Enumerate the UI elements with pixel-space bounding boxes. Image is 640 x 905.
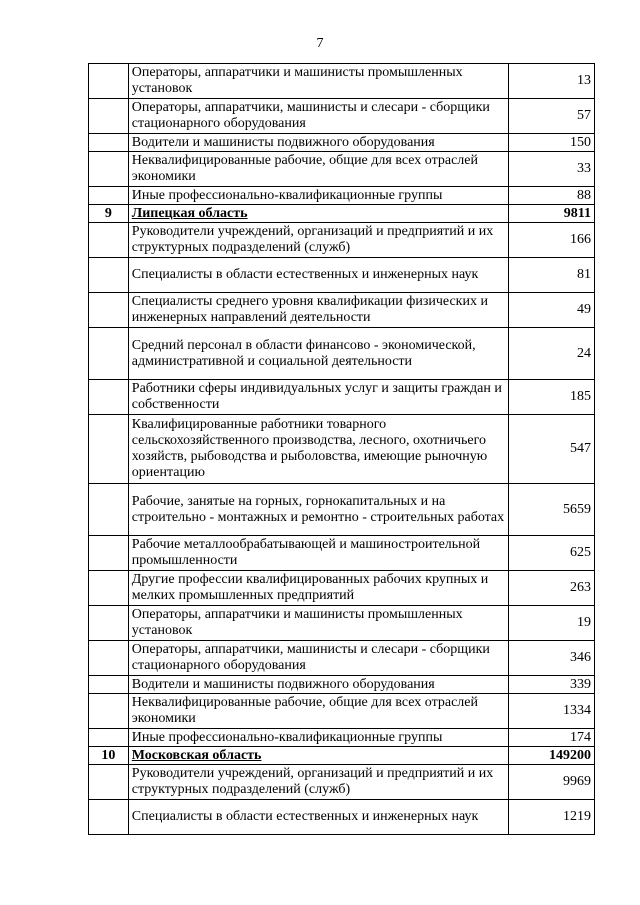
row-number-cell <box>89 64 129 99</box>
profession-name-cell: Операторы, аппаратчики и машинисты промышленных установок <box>128 606 509 641</box>
value-cell: 625 <box>509 536 595 571</box>
table-row <box>89 536 595 571</box>
profession-name-cell: Водители и машинисты подвижного оборудования <box>128 676 509 694</box>
row-number-cell <box>89 536 129 571</box>
profession-name-cell: Специалисты среднего уровня квалификации физических и инженерных направлений деятельности <box>128 293 509 328</box>
row-number-cell <box>89 415 129 484</box>
row-number-cell: 10 <box>89 747 129 765</box>
profession-name-cell: Рабочие металлообрабатывающей и машиностроительной промышленности <box>128 536 509 571</box>
profession-name-cell: Руководители учреждений, организаций и предприятий и их структурных подразделений (служб) <box>128 223 509 258</box>
profession-name-cell: Иные профессионально-квалификационные группы <box>128 729 509 747</box>
region-name-cell: Московская область <box>128 747 509 765</box>
profession-name-cell: Неквалифицированные рабочие, общие для всех отраслей экономики <box>128 152 509 187</box>
row-number-cell: 9 <box>89 205 129 223</box>
row-number-cell <box>89 484 129 536</box>
value-cell: 81 <box>509 258 595 293</box>
table-row <box>89 415 595 484</box>
table-row <box>89 223 595 258</box>
value-cell: 5659 <box>509 484 595 536</box>
table-row <box>89 676 595 694</box>
row-number-cell <box>89 571 129 606</box>
value-cell: 263 <box>509 571 595 606</box>
table-row <box>89 571 595 606</box>
region-row <box>89 205 595 223</box>
table-row <box>89 606 595 641</box>
profession-name-cell: Иные профессионально-квалификационные группы <box>128 187 509 205</box>
table-row <box>89 729 595 747</box>
profession-table <box>88 63 595 835</box>
row-number-cell <box>89 729 129 747</box>
table-row <box>89 765 595 800</box>
profession-name-cell: Специалисты в области естественных и инженерных наук <box>128 258 509 293</box>
row-number-cell <box>89 641 129 676</box>
profession-name-cell: Квалифицированные работники товарного сельскохозяйственного производства, лесного, охотничьего хозяйств, рыбоводства и рыболовства, имеющие рыночную ориентацию <box>128 415 509 484</box>
profession-name-cell: Средний персонал в области финансово - экономической, административной и социальной деятельности <box>128 328 509 380</box>
row-number-cell <box>89 380 129 415</box>
value-cell: 9969 <box>509 765 595 800</box>
value-cell: 150 <box>509 134 595 152</box>
profession-name-cell: Операторы, аппаратчики, машинисты и слесари - сборщики стационарного оборудования <box>128 99 509 134</box>
table-row <box>89 258 595 293</box>
value-cell: 547 <box>509 415 595 484</box>
row-number-cell <box>89 606 129 641</box>
row-number-cell <box>89 800 129 835</box>
value-cell: 88 <box>509 187 595 205</box>
value-cell: 174 <box>509 729 595 747</box>
profession-name-cell: Водители и машинисты подвижного оборудования <box>128 134 509 152</box>
value-cell: 49 <box>509 293 595 328</box>
row-number-cell <box>89 134 129 152</box>
value-cell: 185 <box>509 380 595 415</box>
table-row <box>89 380 595 415</box>
table-row <box>89 641 595 676</box>
profession-name-cell: Операторы, аппаратчики и машинисты промышленных установок <box>128 64 509 99</box>
region-row <box>89 747 595 765</box>
value-cell: 1334 <box>509 694 595 729</box>
profession-name-cell: Неквалифицированные рабочие, общие для всех отраслей экономики <box>128 694 509 729</box>
row-number-cell <box>89 765 129 800</box>
profession-name-cell: Рабочие, занятые на горных, горнокапитальных и на строительно - монтажных и ремонтно - строительных работах <box>128 484 509 536</box>
table-row <box>89 99 595 134</box>
value-cell: 13 <box>509 64 595 99</box>
profession-name-cell: Специалисты в области естественных и инженерных наук <box>128 800 509 835</box>
value-cell: 9811 <box>509 205 595 223</box>
row-number-cell <box>89 258 129 293</box>
profession-name-cell: Работники сферы индивидуальных услуг и защиты граждан и собственности <box>128 380 509 415</box>
region-name-cell: Липецкая область <box>128 205 509 223</box>
row-number-cell <box>89 676 129 694</box>
table-body <box>89 64 595 835</box>
profession-name-cell: Руководители учреждений, организаций и предприятий и их структурных подразделений (служб) <box>128 765 509 800</box>
table-row <box>89 484 595 536</box>
table-row <box>89 134 595 152</box>
value-cell: 339 <box>509 676 595 694</box>
row-number-cell <box>89 293 129 328</box>
row-number-cell <box>89 694 129 729</box>
table-row <box>89 800 595 835</box>
row-number-cell <box>89 328 129 380</box>
value-cell: 19 <box>509 606 595 641</box>
value-cell: 166 <box>509 223 595 258</box>
table-row <box>89 152 595 187</box>
page-number: 7 <box>316 36 324 51</box>
value-cell: 1219 <box>509 800 595 835</box>
value-cell: 57 <box>509 99 595 134</box>
profession-name-cell: Операторы, аппаратчики, машинисты и слесари - сборщики стационарного оборудования <box>128 641 509 676</box>
table-row <box>89 694 595 729</box>
row-number-cell <box>89 99 129 134</box>
table-row <box>89 187 595 205</box>
row-number-cell <box>89 223 129 258</box>
table-row <box>89 328 595 380</box>
row-number-cell <box>89 187 129 205</box>
table-row <box>89 293 595 328</box>
value-cell: 346 <box>509 641 595 676</box>
table-row <box>89 64 595 99</box>
row-number-cell <box>89 152 129 187</box>
value-cell: 24 <box>509 328 595 380</box>
value-cell: 149200 <box>509 747 595 765</box>
profession-name-cell: Другие профессии квалифицированных рабочих крупных и мелких промышленных предприятий <box>128 571 509 606</box>
value-cell: 33 <box>509 152 595 187</box>
